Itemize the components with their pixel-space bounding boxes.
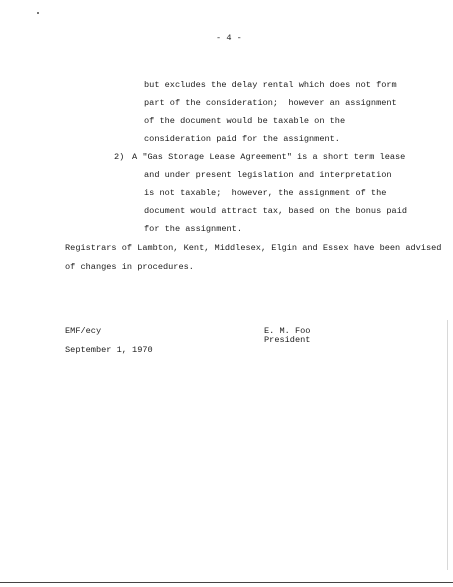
continuation-line: of the document would be taxable on the <box>144 116 346 126</box>
bottom-edge-line <box>0 582 453 583</box>
continuation-line: consideration paid for the assignment. <box>144 134 340 144</box>
scan-speck <box>37 12 39 14</box>
signatory-name: E. M. Foo <box>264 326 311 336</box>
list-item-line: is not taxable; however, the assignment of the <box>144 188 387 198</box>
list-item-number: 2) <box>114 152 125 162</box>
document-date: September 1, 1970 <box>65 345 153 355</box>
signatory-title: President <box>264 335 311 345</box>
scan-edge-line <box>447 320 448 570</box>
list-item-line: and under present legislation and interpretation <box>144 170 392 180</box>
typist-initials: EMF/ecy <box>65 326 102 336</box>
continuation-line: but excludes the delay rental which does not form <box>144 80 397 90</box>
paragraph-line: of changes in procedures. <box>65 262 194 272</box>
paragraph-line: Registrars of Lambton, Kent, Middlesex, Elgin and Essex have been advised <box>65 243 442 253</box>
list-item-line: document would attract tax, based on the bonus paid <box>144 206 408 216</box>
list-item-line: A "Gas Storage Lease Agreement" is a short term lease <box>132 152 406 162</box>
list-item-line: for the assignment. <box>144 224 242 234</box>
continuation-line: part of the consideration; however an assignment <box>144 98 397 108</box>
page-number: - 4 - <box>216 33 242 43</box>
